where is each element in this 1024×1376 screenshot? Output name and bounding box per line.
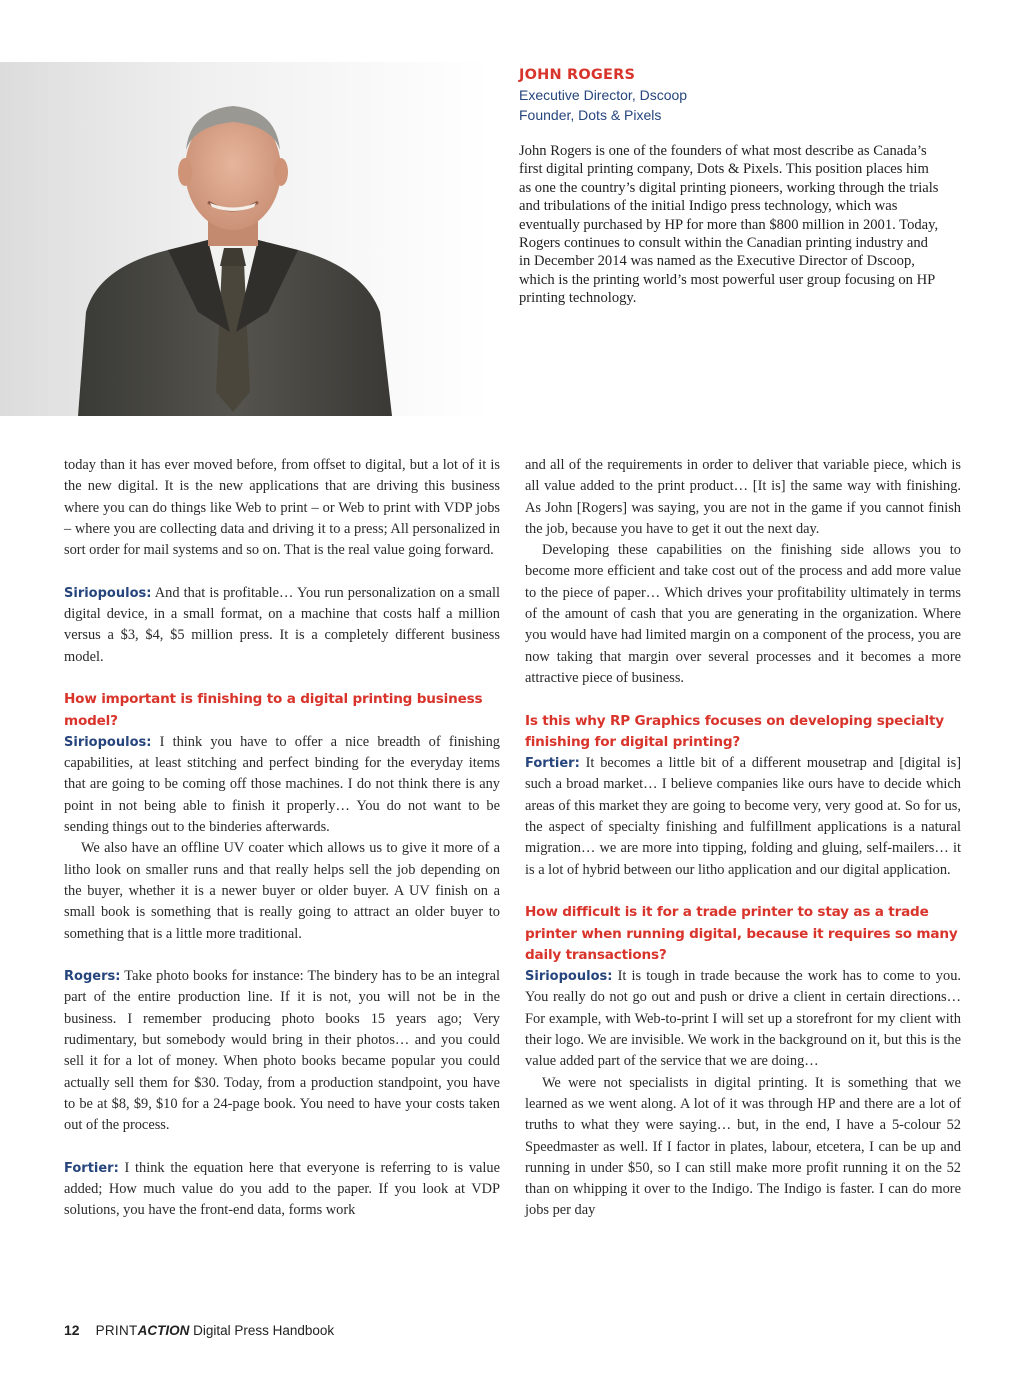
profile-bio: John Rogers is one of the founders of what most describe as Canada’s first digital printing company, Dots & Pixels. This position places him as one the country’s digital printing pioneers, working through the trials and tribulations of the initial Indigo press technology, which was eventually purchased by HP for more than $800 million in 2001. Today, Rogers continues to consult within the Canadian printing industry and in December 2014 was named as the Executive Director of Dscoop, which is the printing world’s most powerful user group focusing on HP printing technology. [519,143,939,307]
right-column [525,455,961,1222]
paragraph [64,583,500,668]
paragraph [64,966,500,1136]
profile-box [519,65,939,308]
paragraph: today than it has ever moved before, from offset to digital, but a lot of it is the new digital. It is the new applications that are driving this business where you can do things like Web to print – or Web to print with VDP jobs – where you are collecting data and driving it to a press; All personalized in sort order for mail systems and so on. That is the real value going forward. [64,457,500,559]
profile-name: JOHN ROGERS [519,67,636,83]
question-heading: Is this why RP Graphics focuses on developing specialty finishing for digital printing? [525,712,944,750]
paragraph [525,966,961,1072]
paragraph-text: And that is profitable… You run personalization on a small digital device, in a small format, on a machine that costs half a million versus a $3, $4, $5 million press. It is a completely different business model. [64,584,500,665]
paragraph-text: I think the equation here that everyone is referring to is value added; How much value do you add to the paper. If you look at VDP solutions, you have the front-end data, forms work [64,1159,500,1219]
profile-role-dscoop: Executive Director, Dscoop [519,87,688,103]
page-number: 12 [64,1322,80,1338]
publication-title: Digital Press Handbook [189,1323,335,1338]
speaker-label: Rogers: [64,969,121,985]
paragraph: Developing these capabilities on the finishing side allows you to become more efficient and take cost out of the process and add more value to the piece of paper… Which drives your profitability ultimately in terms of the amount of cash that you are generating in the organization. Where you would have had limited margin on a component of the process, you are now taking that margin over several processes and it becomes a more attractive piece of business. [525,542,961,686]
paragraph-text: It is tough in trade because the work has to come to you. You really do not go out and push or drive a client in certain directions… For example, with Web-to-print I will set up a storefront for my client with their logo. We are invisible. We work in the background on it, but this is the value added part of the service that we are doing… [525,968,961,1070]
paragraph: We were not specialists in digital printing. It is something that we learned as we went along. A lot of it was through HP and there are a lot of truths to what they were saying… but, in the end, I have a 5-colour 52 Speedmaster as well. If I factor in plates, labour, etcetera, I can be up and running in under $50, so I can still make more profit running it on the 52 than on whipping it over to the Indigo. The Indigo is faster. I can do more jobs per day [525,1074,961,1219]
paragraph [525,753,961,881]
paragraph: We also have an offline UV coater which allows us to give it more of a litho look on smaller runs and that really helps sell the job depending on the buyer, whether it is a newer buyer or older buyer. A UV finish on a small book is something that is really going to attract an older buyer to something that is a little more traditional. [64,840,500,942]
speaker-label: Siriopoulos: [64,585,152,601]
brand-action: ACTION [137,1323,190,1338]
page-footer [64,1320,334,1341]
speaker-label: Siriopoulos: [525,969,613,985]
paragraph-text: I think you have to offer a nice breadth of finishing capabilities, at least stitching and perfect binding for the everyday items that are going to be coming off those machines. I do not think there is any point in not being able to finish it properly… You do not want to be sending things out to the binderies afterwards. [64,733,500,836]
speaker-label: Siriopoulos: [64,734,152,750]
question-heading: How difficult is it for a trade printer to stay as a trade printer when running digital, because it requires so many daily transactions? [525,904,958,963]
brand-print: PRINT [95,1323,138,1338]
paragraph [64,732,500,838]
left-column [64,455,500,1222]
speaker-label: Fortier: [525,756,580,772]
profile-role-dots-pixels: Founder, Dots & Pixels [519,107,662,123]
paragraph-text: It becomes a little bit of a different mousetrap and [digital is] such a broad market… I believe companies like ours have to decide which areas of this market they are going to become very, very good at. So for us, the aspect of specialty finishing and fulfillment applications is a natural migration… we are more into tipping, folding and gluing, self-mailers… it is a lot of hybrid between our litho application and our digital application. [525,755,961,878]
question-heading: How important is finishing to a digital printing business model? [64,691,483,729]
paragraph: and all of the requirements in order to deliver that variable piece, which is all value added to the print product… [It is] the same way with finishing. As John [Rogers] was saying, you are not in the game if you cannot finish the job, because you have to get it out the next day. [525,457,961,537]
speaker-label: Fortier: [64,1160,119,1176]
paragraph [64,1158,500,1222]
portrait-photo [58,62,408,416]
paragraph-text: Take photo books for instance: The bindery has to be an integral part of the entire production line. If it is not, you will not be in the business. I remember producing photo books 15 years ago; Very rudimentary, but somebody would bring in their photos… and you could sell it for a lot of money. When photo books became popular you could actually sell them for $30. Today, from a production standpoint, you have to be at $8, $9, $10 for a 24-page book. You need to have your costs taken out of the process. [64,968,500,1134]
